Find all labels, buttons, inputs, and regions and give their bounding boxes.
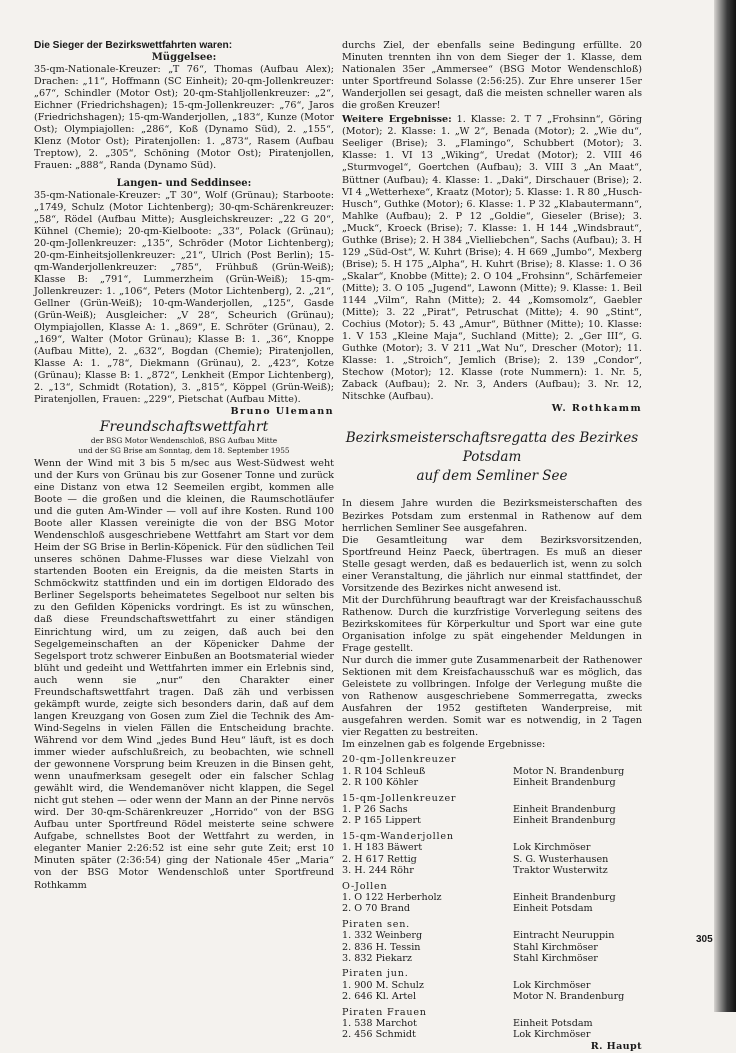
right-column [342,40,642,1053]
result-place: 1. 332 Weinberg [342,930,423,942]
results-class-name: Piraten Frauen [342,1006,427,1018]
table-row [342,1018,642,1029]
result-club: Motor N. Brandenburg [513,765,625,777]
result-club: Einheit Brandenburg [513,815,616,827]
section-langensee-title: Langen- und Seddinsee: [116,177,252,189]
result-club: Traktor Wusterwitz [513,865,608,877]
result-place: 2. R 100 Köhler [342,777,419,789]
table-row [342,930,642,941]
table-row [342,980,642,991]
table-row [342,854,642,865]
result-club: Lok Kirchmöser [513,842,591,854]
result-club: Einheit Potsdam [513,1017,593,1029]
table-row [342,766,642,777]
article2-paragraph: Im einzelnen gab es folgende Ergebnisse: [342,739,546,751]
results-class-name: 15-qm-Wanderjollen [342,830,454,842]
table-row [342,1029,642,1040]
result-place: 3. H. 244 Röhr [342,865,414,877]
result-place: 1. R 104 Schleuß [342,765,426,777]
article2-paragraph: Nur durch die immer gute Zusammenarbeit der Rathenower Sektionen mit dem Kreisfachausschuß war es möglich, das Geleistete zu vollbringen. Infolge der Verlegung mußte die von Rathenow ausgeschriebene Sommerregatta, zwecks Ausfahren der 1952 gestifteten Wanderpreise, mit ausgefahren werden. Somit war es notwendig, in 2 Tagen vier Regatten zu bestreiten. [342,655,642,739]
section-langensee-text: 35-qm-Nationale-Kreuzer: „T 30“, Wolf (Grünau); Starboote: „1749, Schulz (Motor Lichtenberg); 30-qm-Schärenkreuzer: „58“, Rödel (Aufbau Mitte); Ausgleichskreuzer: „22 G 20“, Kühnel (Chemie); 20-qm-Kielboote: „33“, Polack (Grünau); 20-qm-Jollenkreuzer: „135“, Schröder (Motor Lichtenberg); 20-qm-Einheitsjollenkreuzer: „21“, Ulrich (Post Berlin); 15-qm-Wanderjollenkreuzer: „785“, Frühbuß (Grün-Weiß); Klasse B: „791“, Lummerzheim (Grün-Weiß); 15-qm-Jollenkreuzer: 1. „106“, Peters (Motor Lichtenberg), 2. „21“, Gellner (Grün-Weiß); 10-qm-Wanderjollen, „125“, Gasde (Grün-Weiß); Ausgleicher: „V 28“, Scheurich (Grünau); Olympiajollen, Klasse A: 1. „869“, E. Schröter (Grünau), 2. „169“, Walter (Motor Grünau); Klasse B: 1. „36“, Knoppe (Aufbau Mitte), 2. „632“, Bogdan (Chemie); Piratenjollen, Klasse A: 1. „78“, Diekmann (Grünau), 2. „423“, Kotze (Grünau); Klasse B: 1. „872“, Lenkheit (Empor Lichtenberg), 2. „13“, Schmidt (Rotation), 3. „815“, Köppel (Grün-Weiß); Piratenjollen, Frauen: „229“, Pietschat (Aufbau Mitte). [34,189,334,406]
table-row [342,892,642,903]
results-class-name: 15-qm-Jollenkreuzer [342,792,457,804]
table-row [342,953,642,964]
article-subtitle-line1: der BSG Motor Wendenschloß, BSG Aufbau Mitte [90,436,278,446]
result-club: Einheit Brandenburg [513,891,616,903]
article-title-potsdam-line1: Bezirksmeisterschaftsregatta des Bezirkes Potsdam [345,430,639,466]
results-signature: W. Rothkamm [551,403,642,415]
result-place: 2. O 70 Brand [342,903,411,915]
article-title-freundschaftswettfahrt: Freundschaftswettfahrt [99,419,269,436]
result-place: 2. H 617 Rettig [342,853,417,865]
table-row [342,815,642,826]
regatta-results-table [342,754,642,1040]
result-club: Einheit Brandenburg [513,777,616,789]
table-row [342,903,642,914]
further-results-label: Weitere Ergebnisse: [342,114,452,126]
further-results-paragraph [342,114,642,403]
article2-paragraph: Die Gesamtleitung war dem Bezirksvorsitzenden, Sportfreund Heinz Paeck, übertragen. Es muß an dieser Stelle gesagt werden, daß es bedauerlich ist, wenn zu solch einer Veranstaltung, die jährlich nur einmal stattfindet, der Vorsitzende des Bezirkes nicht anwesend ist. [342,534,642,594]
table-row [342,804,642,815]
result-club: Motor N. Brandenburg [513,991,625,1003]
result-club: Stahl Kirchmöser [513,941,598,953]
result-place: 2. 456 Schmidt [342,1029,416,1041]
further-results-text: 1. Klasse: 2. T 7 „Frohsinn“, Göring (Motor); 2. Klasse: 1. „W 2“, Benada (Motor); 2. „Wie du“, Seeliger (Brise); 3. „Flamingo“, Schubbert (Motor); 3. Klasse: 1. VI 13 „Wiking“, Uredat (Motor); 2. VIII 46 „Sturmvogel“, Goertchen (Aufbau); 3. VIII 3 „An Maat“, Büttner (Aufbau); 4. Klasse: 1. „Daki“, Dirschauer (Brise); 2. VI 4 „Wetterhexe“, Kraatz (Motor); 5. Klasse: 1. R 80 „Husch-Husch“, Guthke (Motor); 6. Klasse: 1. P 32 „Klabautermann“, Mahlke (Aufbau); 2. P 12 „Goldie“, Gieseler (Brise); 3. „Muck“, Kroeck (Brise); 7. Klasse: 1. H 144 „Windsbraut“, Guthke (Brise); 2. H 384 „Vielliebchen“, Sachs (Aufbau); 3. H 129 „Süd-Ost“, W. Kuhrt (Brise); 4. H 669 „Jumbo“, Mexberg (Brise); 5. H 175 „Alpha“, H. Kuhrt (Brise); 8. Klasse: 1. O 36 „Skalar“, Knobbe (Mitte); 2. O 104 „Frohsinn“, Schärfemeier (Mitte); 3. O 105 „Jugend“, Lawonn (Mitte); 9. Klasse: 1. Beil 1144 „Vilm“, Rahn (Mitte); 2. 44 „Komsomolz“, Gaebler (Mitte); 3. 22 „Pirat“, Petruschat (Mitte); 4. 90 „Stint“, Cochius (Motor); 5. 43 „Amur“, Büthner (Mitte); 10. Klasse: 1. V 153 „Kleine Maja“, Suchland (Mitte); 2. „Ger III“, G. Guthke (Motor); 3. V 211 „Wat Nu“, Drescher (Motor); 11. Klasse: 1. „Stroich“, Jemlich (Brise); 2. 139 „Condor“, Stechow (Motor); 12. Klasse (rote Nummern): 1. Nr. 5, Zaback (Aufbau); 2. Nr. 3, Anders (Aufbau); 3. Nr. 12, Nitschke (Aufbau). [342,114,642,403]
section-muggelsee-title: Müggelsee: [151,52,217,64]
article-title-potsdam-line2: auf dem Semliner See [416,468,568,485]
result-club: S. G. Wusterhausen [513,853,609,865]
result-club: Eintracht Neuruppin [513,930,615,942]
article-subtitle-line2: und der SG Brise am Sonntag, dem 18. September 1955 [78,445,290,455]
table-row [342,842,642,853]
page-edge-shadow [714,0,736,1012]
table-row [342,991,642,1002]
result-club: Lok Kirchmöser [513,979,591,991]
table-row [342,865,642,876]
result-place: 1. P 26 Sachs [342,804,408,816]
article2-signature: R. Haupt [590,1040,642,1052]
results-class-name: Piraten jun. [342,968,409,980]
section-muggelsee-text: 35-qm-Nationale-Kreuzer: „T 76“, Thomas (Aufbau Alex); Drachen: „11“, Hoffmann (SC Einheit); 20-qm-Jollenkreuzer: „67“, Schindler (Motor Ost); 20-qm-Stahljollenkreuzer: „2“, Eichner (Friedrichshagen); 15-qm-Jollenkreuzer: „76“, Jaros (Friedrichshagen); 15-qm-Wanderjollen, „183“, Kunze (Motor Ost); Olympiajollen: „286“, Koß (Dynamo Süd), 2. „155“, Klenz (Motor Ost); Piratenjollen: 1. „873“, Rasem (Aufbau Treptow), 2. „305“, Schöning (Motor Ost); Piratenjollen, Frauen: „888“, Randa (Dynamo Süd). [34,64,334,172]
result-club: Stahl Kirchmöser [513,952,598,964]
result-place: 2. 836 H. Tessin [342,941,421,953]
article-freundschaftswettfahrt-text: Wenn der Wind mit 3 bis 5 m/sec aus West-Südwest weht und der Kurs von Grünau bis zur Gosener Tonne und zurück eine Distanz von etwa 12 Seemeilen ergibt, kommen alle Boote — die großen und die kleinen, die Raumschotläufer und die guten Am-Winder — voll auf ihre Kosten. Rund 100 Boote aller Klassen vereinigte die von der BSG Motor Wendenschloß ausgeschriebene Wettfahrt am Start vor dem Heim der SG Brise in Berlin-Köpenick. Für den südlichen Teil unseres schönen Dahme-Flusses war diese Vielzahl von startenden Booten ein Ereignis, da die meisten Starts in Schmöckwitz stattfinden und ein im dortigen Eldorado des Berliner Segelsports beheimatetes Segelboot nur selten bis zu den Gefilden Köpenicks vordringt. Es ist zu wünschen, daß diese Freundschaftswettfahrt zu einer ständigen Einrichtung wird, um zu zeigen, daß auch bei den Segelgemeinschaften an der Köpenicker Dahme der Segelsport trotz schwerer Einbußen an Bootsmaterial wieder blüht und gedeiht und Wettfahrten immer ein Erlebnis sind, auch wenn sie „nur“ den Charakter einer Freundschaftswettfahrt tragen. Daß zäh und verbissen gekämpft wurde, zeigte sich besonders darin, daß auf dem langen Kreuzgang von Gosen zum Ziel die Technik des Am-Wind-Segelns in vielen Fällen die Entscheidung brachte. Während vor dem Wind „jedes Bund Heu“ läuft, ist es doch immer wieder aufschlußreich, zu beobachten, wie schnell der gewonnene Vorsprung beim Kreuzen in die Binsen geht, wenn unaufmerksam gesegelt oder ein falscher Schlag gewählt wird, die Wendemanöver nicht klappen, die Segel nicht gut stehen — oder wenn der Mann an der Pinne nervös wird. Der 30-qm-Schärenkreuzer „Horrido“ von der BSG Aufbau unter Sportfreund Rödel meisterte seine schwere Aufgabe, schnellstes Boot der Wettfahrt zu werden, in eleganter Manier 2:26:52 ist eine sehr gute Zeit; erst 10 Minuten später (2:36:54) ging der Nationale 45er „Maria“ von der BSG Motor Wendenschloß unter Sportfreund Rothkamm [34,457,334,891]
result-place: 1. O 122 Herberholz [342,891,442,903]
page-number: 305 [696,934,713,945]
table-row [342,777,642,788]
results-class-name: Piraten sen. [342,918,411,930]
results-class-name: 20-qm-Jollenkreuzer [342,754,457,766]
result-place: 2. P 165 Lippert [342,815,421,827]
result-club: Einheit Brandenburg [513,804,616,816]
result-place: 2. 646 Kl. Artel [342,991,417,1003]
result-place: 1. 538 Marchot [342,1017,417,1029]
article-title-potsdam [342,429,642,486]
article2-paragraph: In diesem Jahre wurden die Bezirksmeisterschaften des Bezirkes Potsdam zum erstenmal in Rathenow auf dem herrlichen Semliner See ausgefahren. [342,498,642,534]
left-column [34,40,334,892]
result-place: 1. H 183 Bäwert [342,842,423,854]
winners-heading: Die Sieger der Bezirkswettfahrten waren: [34,40,233,51]
table-row [342,942,642,953]
article2-paragraph: Mit der Durchführung beauftragt war der Kreisfachausschuß Rathenow. Durch die kurzfristige Vorverlegung seitens des Bezirkskomitees für Körperkultur und Sport war eine gute Organisation infolge zu spät eingehender Meldungen in Frage gestellt. [342,594,642,655]
result-place: 3. 832 Piekarz [342,952,412,964]
result-place: 1. 900 M. Schulz [342,979,424,991]
result-club: Einheit Potsdam [513,903,593,915]
section-langensee-signature: Bruno Ulemann [230,406,334,418]
article-continuation-text: durchs Ziel, der ebenfalls seine Bedingung erfüllte. 20 Minuten trennten ihn von dem Sieger der 1. Klasse, dem Nationalen 35er „Ammersee“ (BSG Motor Wendenschloß) unter Sportfreund Solasse (2:56:25). Zur Ehre unserer 15er Wanderjollen sei gesagt, daß die meisten schneller waren als die großen Kreuzer! [342,40,642,112]
result-club: Lok Kirchmöser [513,1029,591,1041]
results-class-name: O-Jollen [342,880,388,892]
